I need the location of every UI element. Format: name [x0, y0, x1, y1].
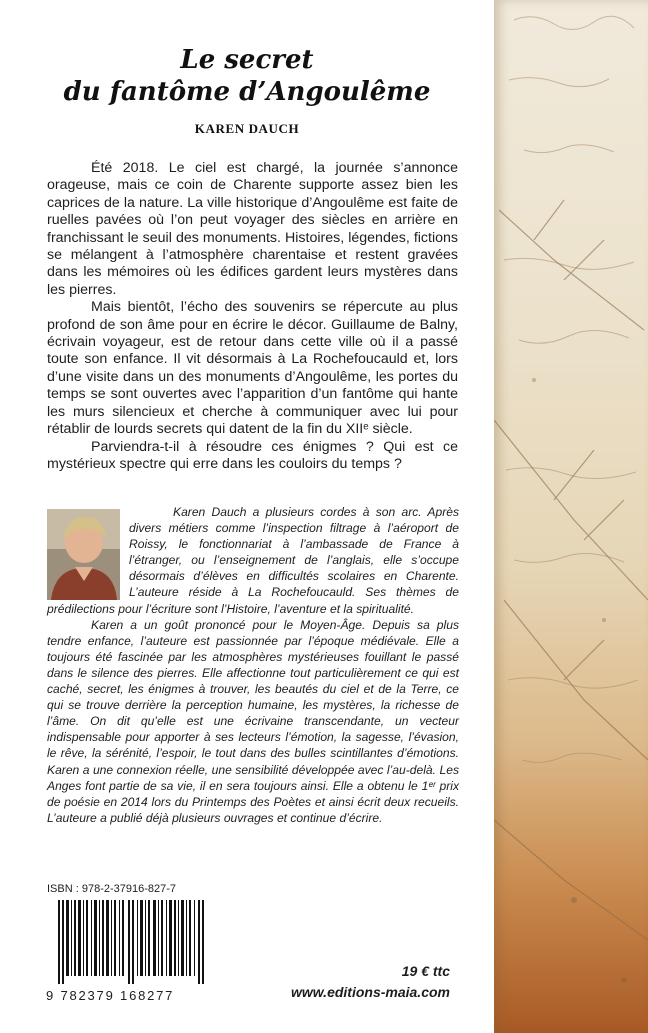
parchment-texture-illustration — [494, 0, 648, 1033]
author-biography — [47, 504, 459, 826]
summary-paragraph: Été 2018. Le ciel est chargé, la journée s’annonce orageuse, mais ce coin de Charente supporte assez bien les caprices de la nature. La ville historique d’Angoulême est faite de ruelles pavées où l’on peut voyager des siècles en arrière en franchissant le seuil des monuments. Histoires, légendes, fictions se mélangent à l’atmosphère charentaise et restent gravées dans les mémoires où les édifices gardent leurs mystères dans les pierres. — [47, 160, 458, 298]
barcode-icon — [58, 900, 206, 984]
photo-spacer — [47, 504, 129, 600]
book-summary — [47, 160, 458, 473]
summary-paragraph: Mais bientôt, l’écho des souvenirs se répercute au plus profond de son âme pour en écrire le décor. Guillaume de Balny, écrivain voyageur, est de retour dans cette ville où il a passé toute son enfance. Il vit désormais à La Rochefoucauld et, lors d’une visite dans un des monuments d’Angoulême, les portes du temps se sont ouvertes avec l’apparition d’un fantôme qui hante les murs silencieux et cherche à communiquer avec lui pour rétablir de lourds secrets qui datent de la fin du XIIᵉ siècle. — [47, 299, 458, 438]
barcode-digits: 9 782379 168277 — [46, 988, 175, 1003]
isbn-label: ISBN : 978-2-37916-827-7 — [47, 883, 177, 895]
summary-paragraph: Parviendra-t-il à résoudre ces énigmes ? Qui est ce mystérieux spectre qui erre dans les couloirs du temps ? — [47, 438, 458, 472]
book-title — [0, 44, 494, 108]
book-title-line-2: du fantôme d’Angoulême — [63, 77, 431, 107]
book-title-line-1: Le secret — [180, 45, 314, 75]
biography-paragraph: Karen Dauch a plusieurs cordes à son arc. Après divers métiers comme l’inspection filtrage à l’aéroport de Roissy, le fonctionnariat à l’ambassade de France à l’étranger, ou l’enseignement de l’anglais, elle s’occupe désormais d’élèves en difficultés scolaires en Charente. L’auteure réside à La Rochefoucauld. Ses thèmes de prédilections pour l’écriture sont l’Histoire, l’aventure et la spiritualité. — [47, 505, 459, 616]
decorative-parchment-panel — [494, 0, 648, 1033]
publisher-website-link[interactable]: www.editions-maia.com — [291, 984, 450, 1000]
price: 19 € ttc — [401, 963, 450, 979]
biography-paragraph: Karen a un goût prononcé pour le Moyen-Âge. Depuis sa plus tendre enfance, l’auteure est passionnée par l’époque médiévale. Elle a toujours été fascinée par les atmosphères mystérieuses fouillant le passé dans le silence des pierres. Elle affectionne tout particulièrement ce qui est caché, secret, les énigmes à trouver, les beautés du ciel et de la Terre, ce qui se trouve derrière la perception humaine, les mystères, la richesse de l’âme. On dit qu’elle est une écrivaine transcendante, un vecteur indispensable pour apporter à ses lecteurs l’émotion, la sagesse, l’évasion, le rêve, la sérénité, l’espoir, le tout dans des bulles scintillantes d’émotions. Karen a une connexion réelle, une sensibilité développée avec l’au-delà. Les Anges font partie de sa vie, il en sera toujours ainsi. Elle a obtenu le 1ᵉʳ prix de poésie en 2014 lors du Printemps des Poètes et ainsi écrit deux recueils. L’auteure a publié déjà plusieurs ouvrages et continue d’écrire. — [47, 617, 459, 825]
author-name: KAREN DAUCH — [194, 121, 300, 136]
